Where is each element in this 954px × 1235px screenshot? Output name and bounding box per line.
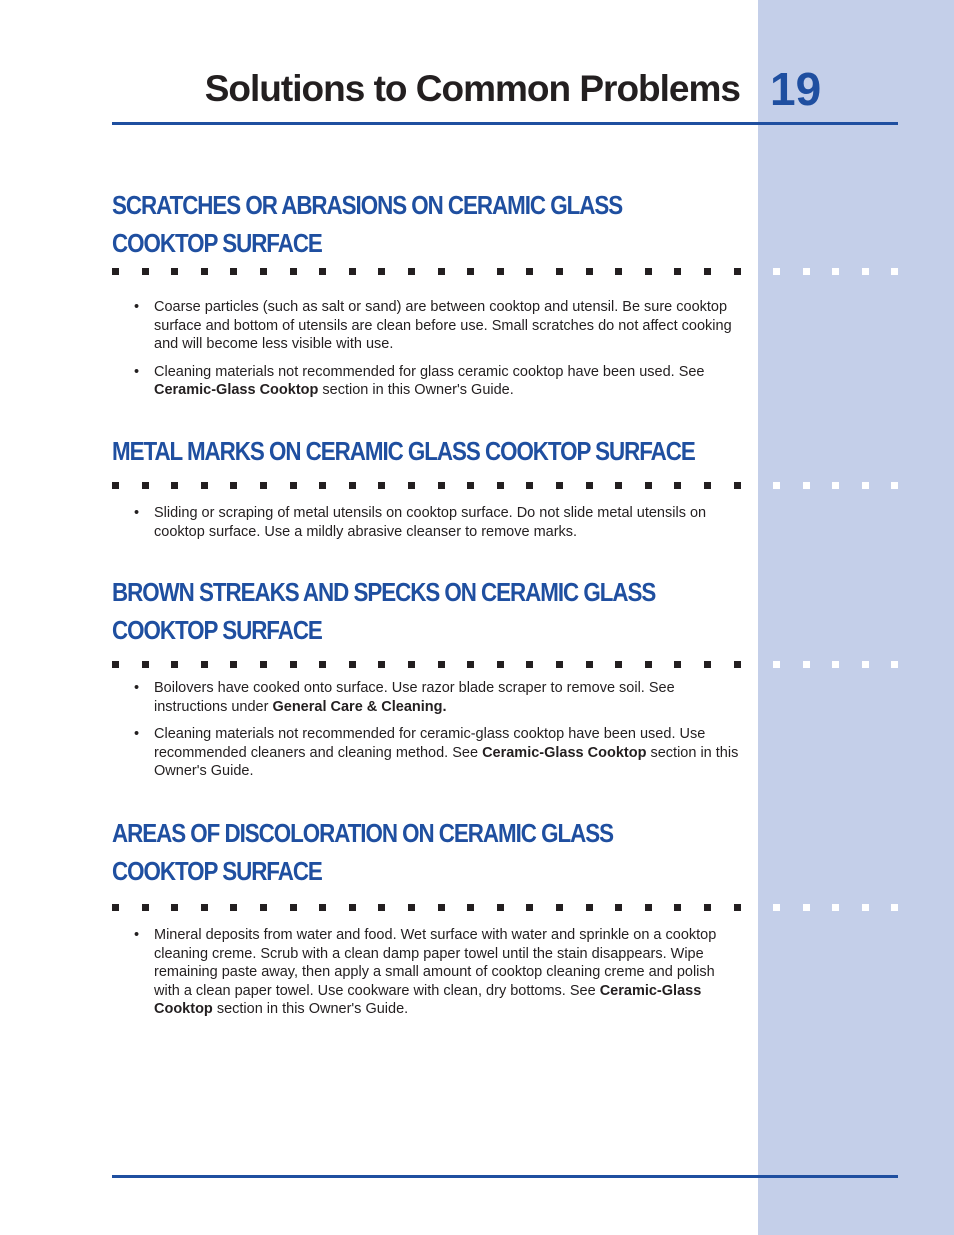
divider-square: [891, 268, 898, 275]
heading-line: COOKTOP SURFACE: [112, 856, 322, 886]
bullet-text: Coarse particles (such as salt or sand) are between cooktop and utensil. Be sure cooktop surface and bottom of utensils are clean before use. Small scratches do not affect cooking and will become less visible with use.: [154, 299, 732, 352]
divider-square: [408, 661, 415, 668]
bullet-text: section in this Owner's Guide.: [212, 1001, 409, 1017]
divider-square: [803, 268, 810, 275]
divider-square: [319, 904, 326, 911]
divider-square: [645, 904, 652, 911]
divider-square: [645, 268, 652, 275]
bold-reference: General Care & Cleaning.: [272, 698, 447, 715]
bold-reference: Ceramic-Glass Cooktop: [154, 982, 702, 1017]
divider-square: [615, 661, 622, 668]
divider-square: [230, 268, 237, 275]
divider-square: [862, 268, 869, 275]
heading-line: COOKTOP SURFACE: [112, 615, 322, 645]
divider-square: [171, 904, 178, 911]
divider-square: [734, 661, 741, 668]
bullet-text: Cleaning materials not recommended for glass ceramic cooktop have been used. See: [154, 363, 705, 380]
section-heading-discoloration: [112, 814, 766, 890]
divider-square: [734, 904, 741, 911]
bullet-item: [134, 363, 744, 400]
divider-square: [408, 268, 415, 275]
bullet-dot-icon: •: [134, 927, 140, 943]
divider-square: [142, 482, 149, 489]
dotted-divider: [112, 482, 898, 490]
divider-square: [832, 661, 839, 668]
divider-square: [142, 268, 149, 275]
divider-square: [230, 661, 237, 668]
divider-square: [674, 904, 681, 911]
divider-square: [290, 904, 297, 911]
divider-square: [438, 661, 445, 668]
divider-square: [586, 661, 593, 668]
divider-square: [734, 268, 741, 275]
divider-square: [112, 268, 119, 275]
heading-line: COOKTOP SURFACE: [112, 228, 322, 258]
divider-square: [497, 482, 504, 489]
divider-square: [674, 482, 681, 489]
divider-square: [378, 661, 385, 668]
divider-square: [645, 661, 652, 668]
divider-square: [467, 661, 474, 668]
divider-square: [260, 268, 267, 275]
divider-square: [526, 268, 533, 275]
divider-square: [438, 268, 445, 275]
divider-square: [734, 482, 741, 489]
divider-square: [112, 904, 119, 911]
bullet-list-metal-marks: [134, 504, 744, 550]
page-number: 19: [770, 63, 822, 115]
divider-square: [773, 661, 780, 668]
divider-square: [615, 904, 622, 911]
divider-square: [704, 268, 711, 275]
heading-line: SCRATCHES OR ABRASIONS ON CERAMIC GLASS: [112, 190, 623, 220]
divider-square: [803, 904, 810, 911]
divider-square: [586, 482, 593, 489]
divider-square: [349, 482, 356, 489]
divider-square: [230, 482, 237, 489]
divider-square: [171, 482, 178, 489]
header-rule: [112, 122, 898, 125]
dotted-divider: [112, 268, 898, 276]
divider-square: [773, 268, 780, 275]
divider-square: [862, 904, 869, 911]
divider-square: [891, 482, 898, 489]
divider-square: [349, 661, 356, 668]
divider-square: [832, 482, 839, 489]
page-header: [112, 62, 898, 124]
section-heading-scratches: [112, 186, 766, 262]
divider-square: [674, 661, 681, 668]
bullet-dot-icon: •: [134, 299, 140, 315]
heading-line: METAL MARKS ON CERAMIC GLASS COOKTOP SURFACE: [112, 436, 695, 466]
divider-square: [290, 268, 297, 275]
divider-square: [408, 904, 415, 911]
bullet-text: section in this Owner's Guide.: [154, 744, 739, 779]
divider-square: [467, 268, 474, 275]
bold-reference: Ceramic-Glass Cooktop: [154, 382, 319, 398]
divider-square: [319, 482, 326, 489]
bullet-item: [134, 504, 744, 541]
divider-square: [408, 482, 415, 489]
divider-square: [201, 268, 208, 275]
heading-line: AREAS OF DISCOLORATION ON CERAMIC GLASS: [112, 818, 613, 848]
divider-square: [319, 268, 326, 275]
divider-square: [674, 268, 681, 275]
bullet-item: [134, 679, 744, 716]
divider-square: [832, 904, 839, 911]
bullet-dot-icon: •: [134, 680, 140, 696]
bullet-text: Cleaning materials not recommended for ceramic-glass cooktop have been used. Use recommended cleaners and cleaning method. See: [154, 726, 706, 761]
divider-square: [201, 661, 208, 668]
divider-square: [201, 482, 208, 489]
divider-square: [171, 661, 178, 668]
bullet-text: Sliding or scraping of metal utensils on cooktop surface. Do not slide metal utensils on cooktop surface. Use a mildly abrasive cleanser to remove marks.: [154, 505, 707, 540]
divider-square: [586, 268, 593, 275]
divider-square: [467, 482, 474, 489]
divider-square: [704, 904, 711, 911]
divider-square: [615, 482, 622, 489]
bullet-dot-icon: •: [134, 363, 140, 380]
divider-square: [891, 661, 898, 668]
divider-square: [349, 268, 356, 275]
divider-square: [803, 482, 810, 489]
bullet-item: [134, 926, 744, 1019]
divider-square: [142, 904, 149, 911]
divider-square: [142, 661, 149, 668]
bullet-text: Boilovers have cooked onto surface. Use razor blade scraper to remove soil. See instructions under: [154, 680, 675, 715]
divider-square: [290, 661, 297, 668]
divider-square: [704, 661, 711, 668]
divider-square: [112, 661, 119, 668]
dotted-divider: [112, 661, 898, 669]
divider-square: [290, 482, 297, 489]
divider-square: [171, 268, 178, 275]
divider-square: [803, 661, 810, 668]
divider-square: [773, 904, 780, 911]
bullet-list-discoloration: [134, 926, 744, 1028]
divider-square: [319, 661, 326, 668]
dotted-divider: [112, 904, 898, 912]
divider-square: [260, 904, 267, 911]
divider-square: [773, 482, 780, 489]
bullet-item: [134, 298, 744, 354]
divider-square: [556, 268, 563, 275]
divider-square: [615, 268, 622, 275]
section-heading-brown-streaks: [112, 573, 766, 649]
divider-square: [862, 482, 869, 489]
heading-line: BROWN STREAKS AND SPECKS ON CERAMIC GLASS: [112, 577, 656, 607]
divider-square: [438, 482, 445, 489]
divider-square: [526, 482, 533, 489]
divider-square: [556, 904, 563, 911]
divider-square: [891, 904, 898, 911]
divider-square: [201, 904, 208, 911]
bullet-text: section in this Owner's Guide.: [318, 382, 514, 398]
footer-rule: [112, 1175, 898, 1178]
divider-square: [497, 661, 504, 668]
bullet-dot-icon: •: [134, 726, 140, 742]
divider-square: [467, 904, 474, 911]
divider-square: [586, 904, 593, 911]
section-heading-metal-marks: [112, 432, 766, 470]
divider-square: [378, 482, 385, 489]
bullet-dot-icon: •: [134, 505, 140, 521]
divider-square: [832, 268, 839, 275]
divider-square: [378, 268, 385, 275]
divider-square: [526, 904, 533, 911]
divider-square: [378, 904, 385, 911]
divider-square: [112, 482, 119, 489]
bullet-item: [134, 725, 744, 781]
bullet-list-scratches: [134, 298, 744, 409]
divider-square: [645, 482, 652, 489]
divider-square: [260, 482, 267, 489]
divider-square: [556, 482, 563, 489]
bold-reference: Ceramic-Glass Cooktop: [482, 744, 647, 761]
divider-square: [526, 661, 533, 668]
bullet-list-brown-streaks: [134, 679, 744, 790]
sidebar-panel: [758, 0, 954, 1235]
divider-square: [260, 661, 267, 668]
divider-square: [497, 268, 504, 275]
bullet-text: Mineral deposits from water and food. Wet surface with water and sprinkle on a cooktop cleaning creme. Scrub with a clean damp paper towel until the stain disappears. Wipe remaining paste away, then apply a small amount of cooktop cleaning creme and polish with a clean paper towel. Use cookware with clean, dry bottoms. See: [154, 927, 717, 999]
divider-square: [704, 482, 711, 489]
divider-square: [230, 904, 237, 911]
divider-square: [497, 904, 504, 911]
divider-square: [438, 904, 445, 911]
page-title: Solutions to Common Problems: [204, 68, 740, 109]
divider-square: [556, 661, 563, 668]
divider-square: [862, 661, 869, 668]
divider-square: [349, 904, 356, 911]
